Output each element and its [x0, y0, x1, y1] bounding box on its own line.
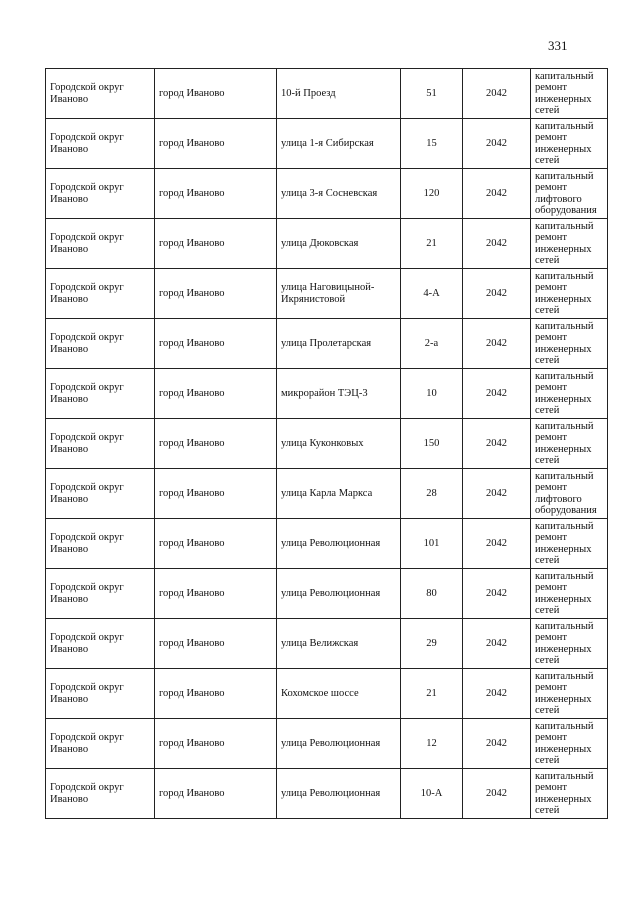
district-cell: Городской округ Иваново	[46, 669, 155, 719]
table-row	[46, 769, 608, 819]
district-cell: Городской округ Иваново	[46, 619, 155, 669]
year-cell: 2042	[463, 319, 531, 369]
work-type-cell: капитальный ремонт инженерных сетей	[531, 269, 608, 319]
work-type-cell: капитальный ремонт лифтового оборудования	[531, 169, 608, 219]
housing-repair-table	[45, 68, 608, 819]
table-row	[46, 219, 608, 269]
work-type-cell: капитальный ремонт инженерных сетей	[531, 419, 608, 469]
house-number-cell: 15	[401, 119, 463, 169]
house-number-cell: 12	[401, 719, 463, 769]
street-cell: улица 1-я Сибирская	[277, 119, 401, 169]
work-type-cell: капитальный ремонт инженерных сетей	[531, 619, 608, 669]
street-cell: улица Карла Маркса	[277, 469, 401, 519]
city-cell: город Иваново	[155, 719, 277, 769]
year-cell: 2042	[463, 219, 531, 269]
work-type-cell: капитальный ремонт лифтового оборудования	[531, 469, 608, 519]
table-row	[46, 319, 608, 369]
house-number-cell: 10-А	[401, 769, 463, 819]
table-row	[46, 419, 608, 469]
work-type-cell: капитальный ремонт инженерных сетей	[531, 519, 608, 569]
table-row	[46, 369, 608, 419]
district-cell: Городской округ Иваново	[46, 569, 155, 619]
table-row	[46, 719, 608, 769]
work-type-cell: капитальный ремонт инженерных сетей	[531, 219, 608, 269]
house-number-cell: 21	[401, 219, 463, 269]
district-cell: Городской округ Иваново	[46, 769, 155, 819]
table-row	[46, 119, 608, 169]
house-number-cell: 29	[401, 619, 463, 669]
year-cell: 2042	[463, 619, 531, 669]
year-cell: 2042	[463, 69, 531, 119]
work-type-cell: капитальный ремонт инженерных сетей	[531, 719, 608, 769]
work-type-cell: капитальный ремонт инженерных сетей	[531, 119, 608, 169]
table-row	[46, 669, 608, 719]
district-cell: Городской округ Иваново	[46, 69, 155, 119]
house-number-cell: 4-А	[401, 269, 463, 319]
street-cell: 10-й Проезд	[277, 69, 401, 119]
house-number-cell: 28	[401, 469, 463, 519]
city-cell: город Иваново	[155, 469, 277, 519]
table-row	[46, 69, 608, 119]
work-type-cell: капитальный ремонт инженерных сетей	[531, 319, 608, 369]
city-cell: город Иваново	[155, 69, 277, 119]
street-cell: улица 3-я Сосневская	[277, 169, 401, 219]
house-number-cell: 150	[401, 419, 463, 469]
district-cell: Городской округ Иваново	[46, 369, 155, 419]
street-cell: улица Революционная	[277, 769, 401, 819]
house-number-cell: 51	[401, 69, 463, 119]
district-cell: Городской округ Иваново	[46, 469, 155, 519]
city-cell: город Иваново	[155, 519, 277, 569]
city-cell: город Иваново	[155, 669, 277, 719]
district-cell: Городской округ Иваново	[46, 519, 155, 569]
work-type-cell: капитальный ремонт инженерных сетей	[531, 369, 608, 419]
street-cell: улица Куконковых	[277, 419, 401, 469]
year-cell: 2042	[463, 119, 531, 169]
house-number-cell: 2-а	[401, 319, 463, 369]
street-cell: микрорайон ТЭЦ-3	[277, 369, 401, 419]
year-cell: 2042	[463, 769, 531, 819]
city-cell: город Иваново	[155, 219, 277, 269]
year-cell: 2042	[463, 669, 531, 719]
street-cell: улица Революционная	[277, 519, 401, 569]
page-number: 331	[548, 38, 568, 53]
table-row	[46, 619, 608, 669]
street-cell: улица Пролетарская	[277, 319, 401, 369]
city-cell: город Иваново	[155, 369, 277, 419]
district-cell: Городской округ Иваново	[46, 719, 155, 769]
city-cell: город Иваново	[155, 269, 277, 319]
district-cell: Городской округ Иваново	[46, 169, 155, 219]
district-cell: Городской округ Иваново	[46, 269, 155, 319]
district-cell: Городской округ Иваново	[46, 219, 155, 269]
table-body	[46, 69, 608, 819]
city-cell: город Иваново	[155, 119, 277, 169]
house-number-cell: 21	[401, 669, 463, 719]
street-cell: Кохомское шоссе	[277, 669, 401, 719]
city-cell: город Иваново	[155, 769, 277, 819]
year-cell: 2042	[463, 719, 531, 769]
work-type-cell: капитальный ремонт инженерных сетей	[531, 69, 608, 119]
year-cell: 2042	[463, 169, 531, 219]
street-cell: улица Велижская	[277, 619, 401, 669]
city-cell: город Иваново	[155, 319, 277, 369]
year-cell: 2042	[463, 369, 531, 419]
table-row	[46, 519, 608, 569]
year-cell: 2042	[463, 569, 531, 619]
city-cell: город Иваново	[155, 619, 277, 669]
city-cell: город Иваново	[155, 569, 277, 619]
city-cell: город Иваново	[155, 419, 277, 469]
work-type-cell: капитальный ремонт инженерных сетей	[531, 569, 608, 619]
street-cell: улица Дюковская	[277, 219, 401, 269]
city-cell: город Иваново	[155, 169, 277, 219]
year-cell: 2042	[463, 519, 531, 569]
house-number-cell: 10	[401, 369, 463, 419]
street-cell: улица Революционная	[277, 569, 401, 619]
year-cell: 2042	[463, 469, 531, 519]
work-type-cell: капитальный ремонт инженерных сетей	[531, 669, 608, 719]
house-number-cell: 120	[401, 169, 463, 219]
district-cell: Городской округ Иваново	[46, 319, 155, 369]
table-row	[46, 269, 608, 319]
house-number-cell: 80	[401, 569, 463, 619]
year-cell: 2042	[463, 269, 531, 319]
street-cell: улица Наговицыной-Икрянистовой	[277, 269, 401, 319]
table-row	[46, 469, 608, 519]
year-cell: 2042	[463, 419, 531, 469]
table-row	[46, 569, 608, 619]
district-cell: Городской округ Иваново	[46, 119, 155, 169]
work-type-cell: капитальный ремонт инженерных сетей	[531, 769, 608, 819]
house-number-cell: 101	[401, 519, 463, 569]
table-row	[46, 169, 608, 219]
street-cell: улица Революционная	[277, 719, 401, 769]
district-cell: Городской округ Иваново	[46, 419, 155, 469]
